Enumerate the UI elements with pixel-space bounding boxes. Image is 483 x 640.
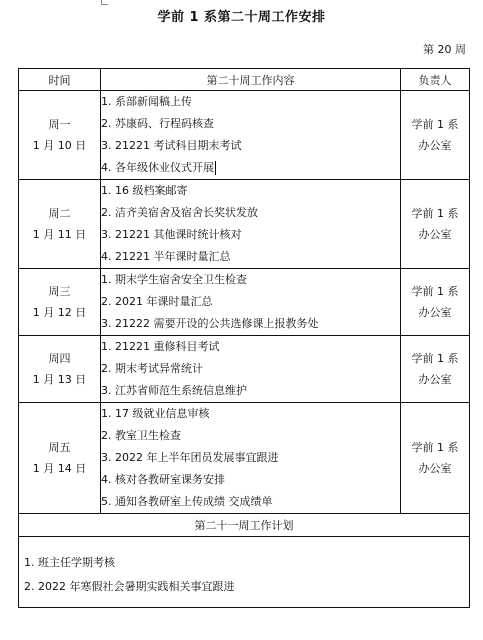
task-item [101,157,400,179]
task-item: 2. 期末考试异常统计 [101,362,203,375]
text-cursor [215,161,216,175]
owner-line1: 学前 1 系 [411,207,459,220]
day-date: 1 月 10 日 [32,139,87,152]
owner-line2: 办公室 [418,373,452,386]
day-row-wednesday [19,269,470,336]
day-cell [19,403,101,514]
task-item: 5. 通知各教研室上传成绩 交成绩单 [101,495,273,508]
task-item: 3. 21221 其他课时统计核对 [101,228,242,241]
task-item: 1. 系部新闻稿上传 [101,95,192,108]
day-name: 周五 [48,441,71,454]
plan-item: 1. 班主任学期考核 [24,556,115,569]
task-cell [101,180,401,269]
owner-cell [401,269,470,336]
day-date: 1 月 11 日 [32,228,87,241]
task-cell [101,403,401,514]
task-cell [101,269,401,336]
day-date: 1 月 13 日 [32,373,87,386]
owner-line1: 学前 1 系 [411,285,459,298]
task-item: 4. 21221 半年课时量汇总 [101,250,231,263]
owner-line1: 学前 1 系 [411,352,459,365]
owner-line2: 办公室 [418,139,452,152]
task-cell [101,336,401,403]
day-row-thursday [19,336,470,403]
next-week-heading: 第二十一周工作计划 [19,514,470,537]
day-name: 周二 [48,207,71,220]
owner-line1: 学前 1 系 [411,118,459,131]
day-name: 周三 [48,285,71,298]
task-item: 4. 核对各教研室课务安排 [101,473,225,486]
day-date: 1 月 14 日 [32,462,87,475]
week-label: 第 20 周 [423,43,466,56]
next-week-body-row [19,537,470,608]
task-item: 1. 期末学生宿舍安全卫生检查 [101,273,247,286]
task-item: 3. 2022 年上半年团员发展事宜跟进 [101,451,279,464]
task-text: 4. 各年级休业仪式开展 [101,161,214,174]
owner-cell [401,180,470,269]
owner-cell [401,403,470,514]
task-item: 2. 苏康码、行程码核查 [101,117,214,130]
owner-line2: 办公室 [418,228,452,241]
task-cell [101,91,401,180]
header-content: 第二十周工作内容 [101,69,401,91]
plan-item: 2. 2022 年寒假社会暑期实践相关事宜跟进 [24,580,235,593]
owner-line2: 办公室 [418,462,452,475]
next-week-heading-row [19,514,470,537]
document-title: 学前 1 系第二十周工作安排 [157,10,326,25]
day-row-monday [19,91,470,180]
task-item: 2. 2021 年课时量汇总 [101,295,213,308]
day-cell [19,180,101,269]
day-row-tuesday [19,180,470,269]
header-time: 时间 [19,69,101,91]
header-owner: 负责人 [401,69,470,91]
day-date: 1 月 12 日 [32,306,87,319]
day-cell [19,336,101,403]
day-row-friday [19,403,470,514]
owner-cell [401,91,470,180]
task-item: 3. 21222 需要开设的公共选修课上报教务处 [101,317,319,330]
day-cell [19,91,101,180]
task-item: 1. 16 级档案邮寄 [101,184,188,197]
header-row [19,69,470,91]
task-item: 2. 教室卫生检查 [101,429,181,442]
schedule-table [18,68,470,608]
task-item: 1. 21221 重修科目考试 [101,340,220,353]
corner-mark [101,0,108,5]
day-cell [19,269,101,336]
task-item: 3. 江苏省师范生系统信息维护 [101,384,247,397]
task-item: 3. 21221 考试科目期末考试 [101,139,242,152]
task-item: 2. 洁齐美宿舍及宿舍长奖状发放 [101,206,258,219]
day-name: 周一 [48,118,71,131]
next-week-cell [19,537,470,608]
owner-line2: 办公室 [418,306,452,319]
day-name: 周四 [48,352,71,365]
owner-cell [401,336,470,403]
owner-line1: 学前 1 系 [411,441,459,454]
task-item: 1. 17 级就业信息审核 [101,407,210,420]
